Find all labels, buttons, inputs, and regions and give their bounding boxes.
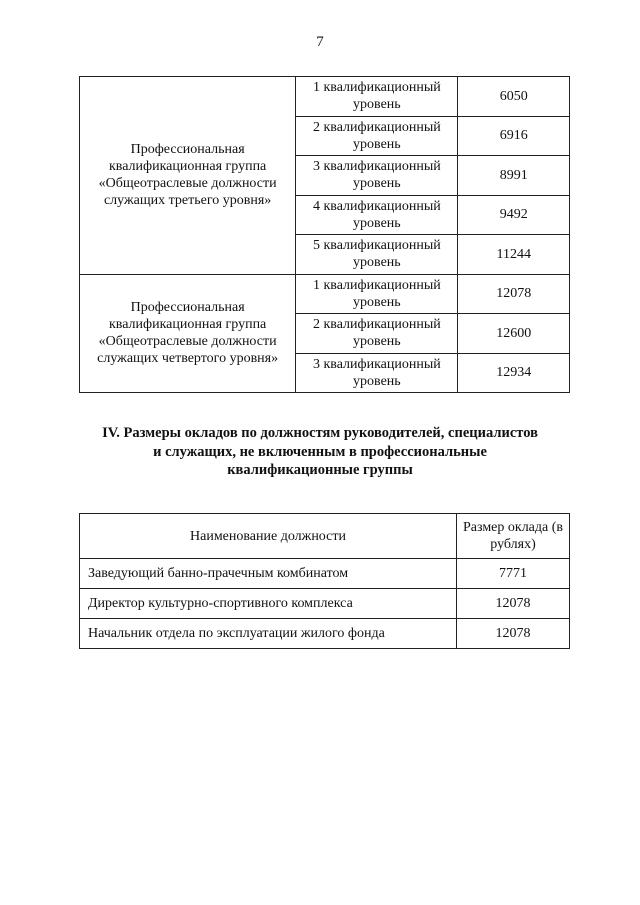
section-heading: IV. Размеры окладов по должностям руководителей, специалистов и служащих, не включенным в профессиональные квалификационные группы	[102, 425, 538, 478]
level-cell: 1 квалификационный уровень	[296, 77, 458, 117]
salary-cell: 7771	[457, 559, 570, 589]
salary-cell: 11244	[458, 235, 570, 275]
column-header-salary: Размер оклада (в рублях)	[457, 514, 570, 559]
qualification-grades-table	[79, 76, 570, 393]
level-cell: 2 квалификационный уровень	[296, 116, 458, 156]
salary-cell: 12600	[458, 314, 570, 354]
column-header-name: Наименование должности	[80, 514, 457, 559]
level-cell: 2 квалификационный уровень	[296, 314, 458, 354]
group-title: Профессиональная квалификационная группа «Общеотраслевые должности служащих четвертого уровня»	[80, 274, 296, 393]
table-row	[80, 77, 570, 117]
page-number: 7	[316, 34, 324, 50]
level-cell: 4 квалификационный уровень	[296, 195, 458, 235]
salary-cell: 12078	[457, 589, 570, 619]
table-row	[80, 559, 570, 589]
level-cell: 5 квалификационный уровень	[296, 235, 458, 275]
table-header-row	[80, 514, 570, 559]
table-row	[80, 589, 570, 619]
salary-cell: 8991	[458, 156, 570, 196]
salary-cell: 6050	[458, 77, 570, 117]
table-row	[80, 274, 570, 314]
group-title: Профессиональная квалификационная группа «Общеотраслевые должности служащих третьего уровня»	[80, 77, 296, 275]
salary-cell: 6916	[458, 116, 570, 156]
level-cell: 3 квалификационный уровень	[296, 156, 458, 196]
position-name-cell: Заведующий банно-прачечным комбинатом	[80, 559, 457, 589]
level-cell: 3 квалификационный уровень	[296, 353, 458, 393]
position-name-cell: Директор культурно-спортивного комплекса	[80, 589, 457, 619]
level-cell: 1 квалификационный уровень	[296, 274, 458, 314]
salary-cell: 12078	[458, 274, 570, 314]
salary-cell: 12934	[458, 353, 570, 393]
salary-cell: 12078	[457, 619, 570, 649]
salary-cell: 9492	[458, 195, 570, 235]
positions-salary-table	[79, 513, 570, 649]
position-name-cell: Начальник отдела по эксплуатации жилого фонда	[80, 619, 457, 649]
table-row	[80, 619, 570, 649]
